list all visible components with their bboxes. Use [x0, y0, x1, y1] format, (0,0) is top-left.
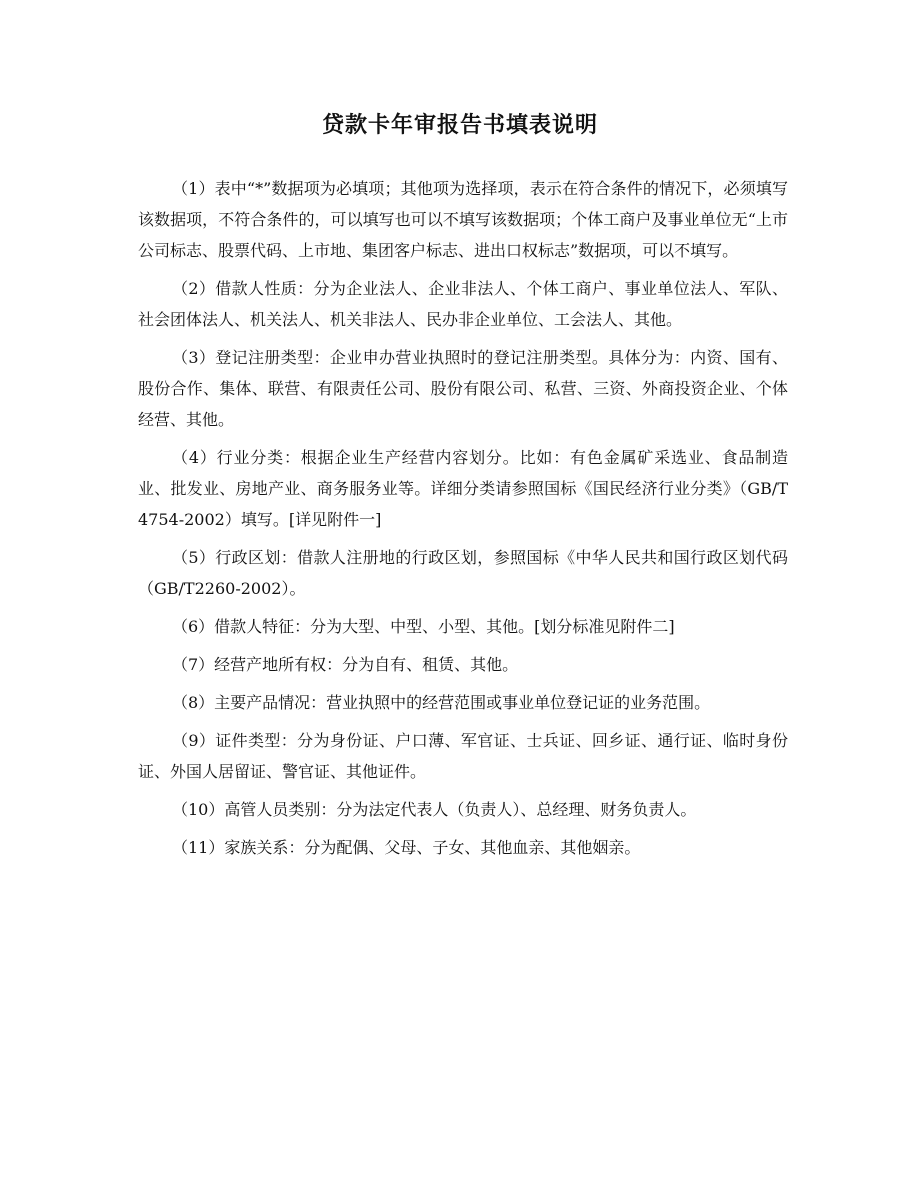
paragraph-9: （9）证件类型：分为身份证、户口薄、军官证、士兵证、回乡证、通行证、临时身份证、外国人居留证、警官证、其他证件。 [138, 731, 788, 781]
paragraph-3: （3）登记注册类型：企业申办营业执照时的登记注册类型。具体分为：内资、国有、股份合作、集体、联营、有限责任公司、股份有限公司、私营、三资、外商投资企业、个体经营、其他。 [138, 348, 788, 429]
paragraph-4: （4）行业分类：根据企业生产经营内容划分。比如：有色金属矿采选业、食品制造业、批发业、房地产业、商务服务业等。详细分类请参照国标《国民经济行业分类》（GB/T4754-2002）填写。[详见附件一] [138, 448, 788, 529]
document-body [138, 173, 788, 870]
paragraph-1: （1）表中“*”数据项为必填项；其他项为选择项，表示在符合条件的情况下，必须填写该数据项，不符合条件的，可以填写也可以不填写该数据项；个体工商户及事业单位无“上市公司标志、股票代码、上市地、集团客户标志、进出口权标志”数据项，可以不填写。 [138, 179, 788, 260]
paragraph-6: （6）借款人特征：分为大型、中型、小型、其他。[划分标准见附件二] [172, 617, 675, 636]
paragraph-2: （2）借款人性质：分为企业法人、企业非法人、个体工商户、事业单位法人、军队、社会团体法人、机关法人、机关非法人、民办非企业单位、工会法人、其他。 [138, 279, 788, 329]
paragraph-8: （8）主要产品情况：营业执照中的经营范围或事业单位登记证的业务范围。 [172, 693, 711, 712]
paragraph-5: （5）行政区划：借款人注册地的行政区划，参照国标《中华人民共和国行政区划代码（GB/T2260-2002）。 [138, 548, 788, 598]
paragraph-11: （11）家族关系：分为配偶、父母、子女、其他血亲、其他姻亲。 [172, 838, 641, 857]
paragraph-10: （10）高管人员类别：分为法定代表人（负责人）、总经理、财务负责人。 [172, 800, 697, 819]
document-title: 贷款卡年审报告书填表说明 [321, 112, 598, 138]
paragraph-7: （7）经营产地所有权：分为自有、租赁、其他。 [172, 655, 519, 674]
